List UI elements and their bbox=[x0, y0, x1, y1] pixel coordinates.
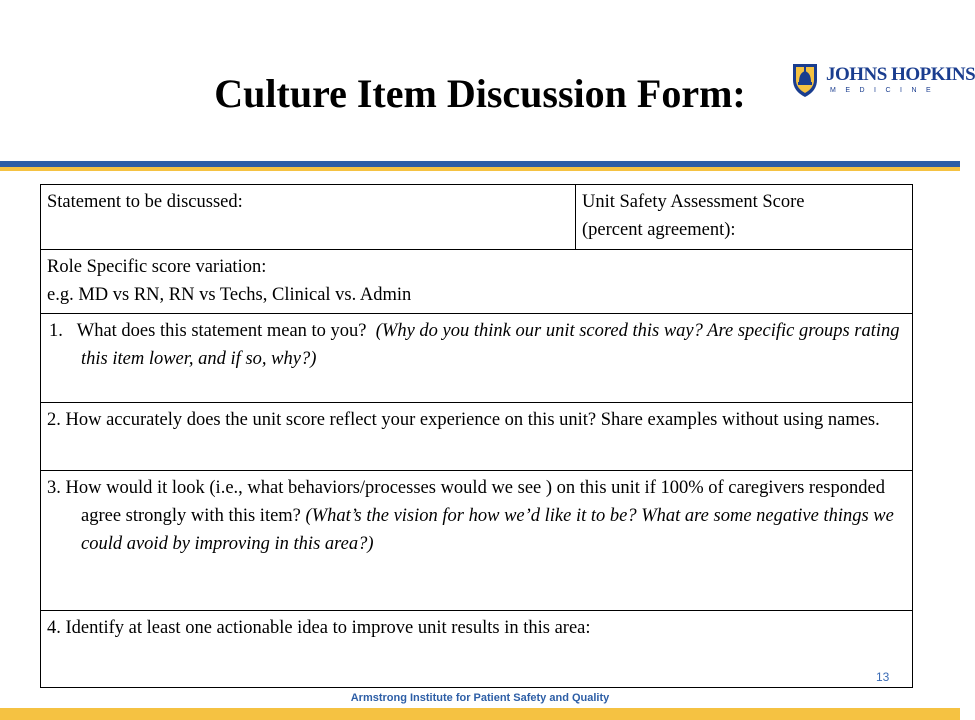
footer-gold-band bbox=[0, 708, 960, 720]
score-label-line2: (percent agreement): bbox=[582, 220, 736, 240]
logo-name: JOHNS HOPKINS bbox=[826, 64, 975, 85]
table-row bbox=[41, 313, 913, 403]
table-row bbox=[41, 403, 913, 470]
question-1-prompt: (Why do you think our unit scored this way? Are specific groups rating this item lower, and if so, why?) bbox=[81, 320, 900, 369]
header-gold-band bbox=[0, 167, 960, 171]
question-3-cell[interactable] bbox=[41, 470, 913, 610]
question-4-cell[interactable] bbox=[41, 610, 913, 688]
table-row bbox=[41, 470, 913, 610]
question-1-number: 1. bbox=[49, 320, 63, 341]
role-variation-example: e.g. MD vs RN, RN vs Techs, Clinical vs. Admin bbox=[47, 285, 412, 306]
statement-label: Statement to be discussed: bbox=[47, 192, 243, 212]
discussion-form-table bbox=[40, 184, 913, 688]
score-label-line1: Unit Safety Assessment Score bbox=[582, 192, 805, 212]
score-cell[interactable] bbox=[576, 185, 913, 250]
role-variation-cell[interactable] bbox=[41, 250, 913, 313]
question-2-cell[interactable] bbox=[41, 403, 913, 470]
footer-text: Armstrong Institute for Patient Safety and Quality bbox=[350, 692, 610, 704]
johns-hopkins-logo bbox=[790, 60, 975, 102]
question-1-text: What does this statement mean to you? bbox=[76, 320, 367, 341]
question-1-cell[interactable] bbox=[41, 313, 913, 403]
logo-subtitle: MEDICINE bbox=[830, 87, 941, 94]
page-number: 13 bbox=[876, 670, 890, 684]
question-2 bbox=[47, 406, 906, 434]
statement-cell[interactable] bbox=[41, 185, 576, 250]
question-3-prompt: (What’s the vision for how we’d like it to be? What are some negative things we could avoid by improving in this area?) bbox=[81, 505, 894, 554]
question-3-text: 3. How would it look (i.e., what behaviors/processes would we see ) on this unit if 100% of caregivers responded agree strongly with this item? bbox=[47, 477, 885, 526]
slide-title: Culture Item Discussion Form: bbox=[214, 71, 746, 116]
role-variation-label: Role Specific score variation: bbox=[47, 257, 267, 278]
table-row bbox=[41, 250, 913, 313]
question-3 bbox=[47, 474, 906, 558]
table-row bbox=[41, 610, 913, 688]
dome-shield-icon bbox=[790, 60, 820, 98]
table-row bbox=[41, 185, 913, 250]
question-4-text: 4. Identify at least one actionable idea to improve unit results in this area: bbox=[47, 617, 591, 638]
question-1 bbox=[47, 317, 906, 373]
question-4 bbox=[47, 614, 906, 642]
question-2-text: 2. How accurately does the unit score reflect your experience on this unit? Share examples without using names. bbox=[47, 410, 880, 431]
